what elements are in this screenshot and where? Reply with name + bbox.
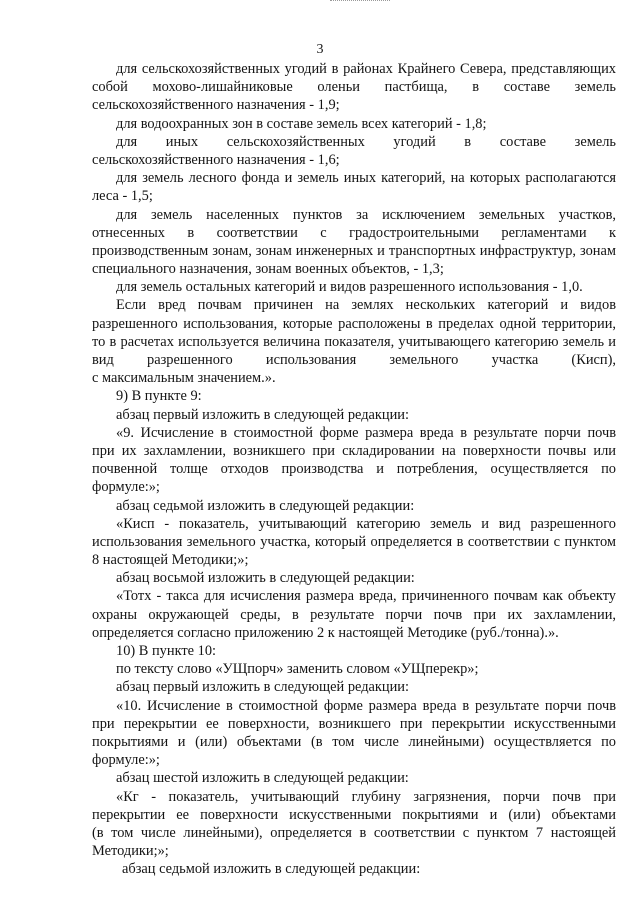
paragraph (92, 788, 616, 861)
paragraph (92, 497, 616, 515)
text-line: для земель лесного фонда и земель иных категорий, на которых располагаются (116, 170, 616, 187)
text-line: «Кисп - показатель, учитывающий категорию земель и вид разрешенного (116, 515, 616, 532)
text-line: при их захламлении, возникшего при складировании на поверхности почвы или (92, 442, 616, 459)
paragraph (92, 115, 616, 133)
text-line: для сельскохозяйственных угодий в районах Крайнего Севера, представляющих (116, 61, 616, 77)
paragraph (92, 678, 616, 696)
text-line: отнесенных в соответствии с градостроительными регламентами к (92, 224, 616, 241)
text-line: Если вред почвам причинен на землях нескольких категорий и видов (116, 297, 616, 314)
text-line: абзац седьмой изложить в следующей редакции: (122, 861, 421, 878)
text-line: для земель населенных пунктов за исключением земельных участков, (116, 206, 616, 223)
text-line: для земель остальных категорий и видов разрешенного использования - 1,0. (116, 279, 583, 296)
text-line: «10. Исчисление в стоимостной форме размера вреда в результате порчи почв (116, 697, 616, 714)
page-number: 3 (316, 42, 324, 57)
text-line: по тексту слово «УЩпорч» заменить словом «УЩперекр»; (116, 661, 479, 678)
document-body (92, 60, 616, 878)
text-line: охраны окружающей среды, в результате порчи почв при их захламлении, (92, 606, 616, 623)
paragraph (92, 697, 616, 770)
text-line: для иных сельскохозяйственных угодий в составе земель (116, 133, 616, 150)
text-line: «Кг - показатель, учитывающий глубину загрязнения, порчи почв при (116, 788, 616, 805)
text-line: почвенной толще отходов производства и потребления, осуществляется по (92, 461, 616, 478)
text-line: 10) В пункте 10: (116, 643, 217, 659)
paragraph (92, 278, 616, 296)
text-line: формуле:»; (92, 479, 160, 496)
text-line: с максимальным значением.». (92, 370, 276, 387)
paragraph (92, 406, 616, 424)
paragraph (92, 133, 616, 169)
text-line: разрешенного использования, которые расположены в пределах одной территории, (92, 315, 616, 332)
text-line: (в том числе линейными), определяется в соответствии с пунктом 7 настоящей (92, 824, 616, 841)
text-line: сельскохозяйственного назначения - 1,9; (92, 97, 340, 114)
text-line: абзац первый изложить в следующей редакции: (116, 679, 410, 696)
paragraph (92, 860, 616, 878)
text-line: вид разрешенного использования земельного участка (Кисп), (92, 352, 616, 368)
text-line: для водоохранных зон в составе земель всех категорий - 1,8; (116, 115, 487, 132)
text-line: 8 настоящей Методики;»; (92, 552, 249, 569)
text-line: формуле:»; (92, 752, 160, 769)
paragraph (92, 60, 616, 115)
text-line: покрытиями и (или) объектами (в том числе линейными) осуществляется по (92, 733, 616, 750)
text-line: собой мохово-лишайниковые оленьи пастбища, в составе земель (92, 79, 616, 96)
text-line: абзац шестой изложить в следующей редакции: (116, 770, 409, 787)
text-line: 9) В пункте 9: (116, 388, 202, 405)
paragraph (92, 587, 616, 642)
text-line: производственным зонам, зонам инженерных и транспортных инфраструктур, зонам (92, 242, 616, 259)
text-line: абзац восьмой изложить в следующей редакции: (116, 570, 415, 587)
text-line: при перекрытии ее поверхности, возникшего при перекрытии искусственными (92, 715, 616, 732)
paragraph (92, 387, 616, 405)
paragraph (92, 660, 616, 678)
paragraph (92, 424, 616, 497)
scan-artifact (330, 0, 390, 3)
text-line: Методики;»; (92, 843, 169, 860)
text-line: специального назначения, зонам военных объектов, - 1,3; (92, 261, 444, 278)
text-line: то в расчетах используется величина показателя, учитывающего категорию земель и (92, 333, 616, 350)
paragraph (92, 642, 616, 660)
text-line: «9. Исчисление в стоимостной форме размера вреда в результате порчи почв (116, 424, 616, 441)
paragraph (92, 206, 616, 279)
paragraph (92, 569, 616, 587)
paragraph (92, 515, 616, 570)
text-line: перекрытии ее поверхности искусственными покрытиями и (или) объектами (92, 806, 616, 823)
text-line: сельскохозяйственного назначения - 1,6; (92, 151, 340, 168)
paragraph (92, 769, 616, 787)
text-line: определяется согласно приложению 2 к настоящей Методике (руб./тонна).». (92, 624, 559, 641)
paragraph (92, 296, 616, 387)
text-line: «Тотх - такса для исчисления размера вреда, причиненного почвам как объекту (116, 588, 616, 605)
text-line: леса - 1,5; (92, 188, 153, 205)
paragraph (92, 169, 616, 205)
text-line: использования земельного участка, который определяется в соответствии с пунктом (92, 533, 616, 550)
text-line: абзац седьмой изложить в следующей редакции: (116, 497, 415, 514)
text-line: абзац первый изложить в следующей редакции: (116, 406, 410, 423)
